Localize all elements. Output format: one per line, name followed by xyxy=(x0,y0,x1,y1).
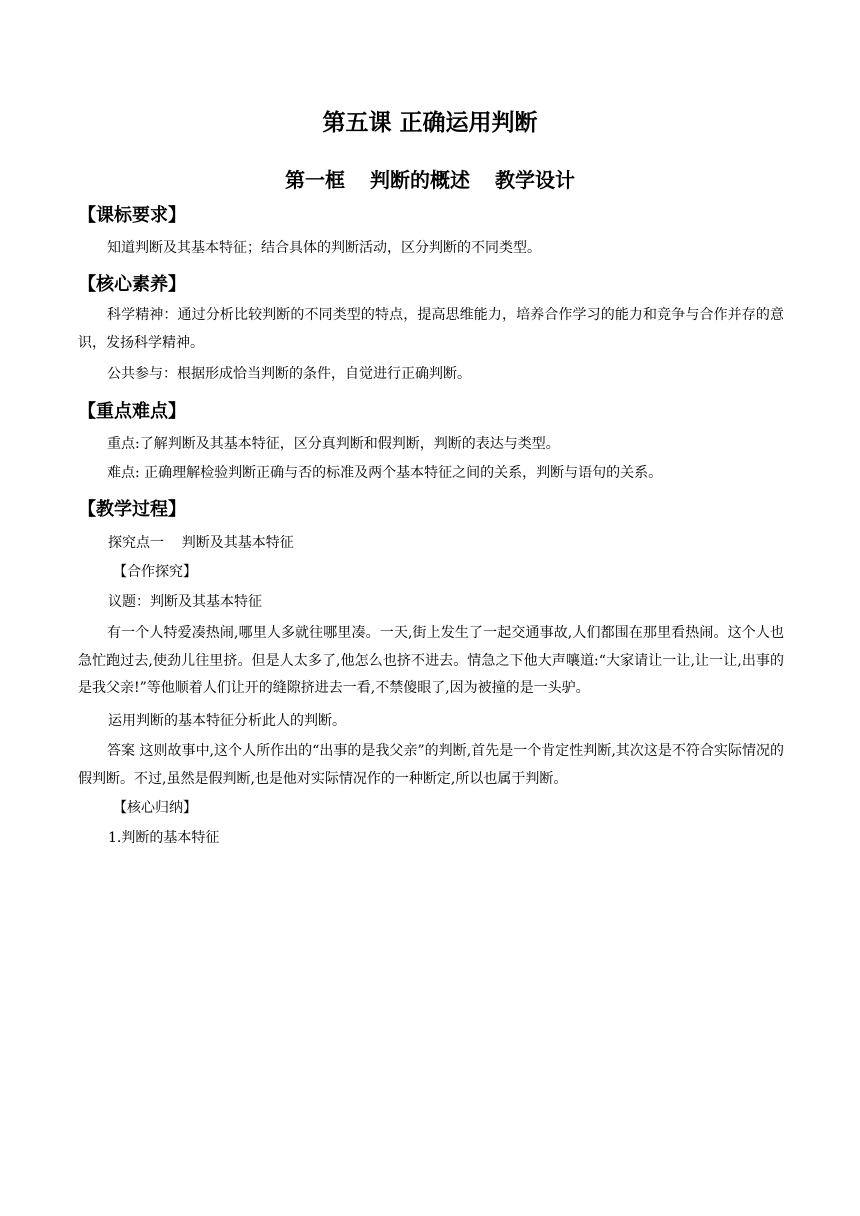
lesson-subtitle: 第一框 判断的概述 教学设计 xyxy=(285,168,575,192)
answer-paragraph: 答案 这则故事中,这个人所作出的“出事的是我父亲”的判断,首先是一个肯定性判断,其次这是不符合实际情况的假判断。不过,虽然是假判断,也是他对实际情况作的一种断定,所以也属于判断。 xyxy=(78,743,784,787)
lesson-title: 第五课 正确运用判断 xyxy=(322,110,538,136)
literacy-science-paragraph: 科学精神：通过分析比较判断的不同类型的特点，提高思维能力，培养合作学习的能力和竞争与合作并存的意识，发扬科学精神。 xyxy=(78,307,784,351)
cooperation-label: 【合作探究】 xyxy=(113,564,197,580)
list-item-1: 1.判断的基本特征 xyxy=(108,830,220,846)
curriculum-text: 知道判断及其基本特征；结合具体的判断活动，区分判断的不同类型。 xyxy=(107,240,541,256)
key-point-paragraph: 重点:了解判断及其基本特征，区分真判断和假判断，判断的表达与类型。 xyxy=(107,436,560,452)
summary-label: 【核心归纳】 xyxy=(113,800,197,816)
section-heading-key-points: 【重点难点】 xyxy=(78,401,186,422)
section-heading-literacy: 【核心素养】 xyxy=(78,274,186,295)
story-paragraph: 有一个人特爱凑热闹,哪里人多就往哪里凑。一天,街上发生了一起交通事故,人们都围在那里看热闹。这个人也急忙跑过去,使劲儿往里挤。但是人太多了,他怎么也挤不进去。情急之下他大声嚷道:“大家请让一让,让一让,出事的是我父亲!”等他顺着人们让开的缝隙挤进去一看,不禁傻眼了,因为被撞的是一头驴。 xyxy=(78,625,784,696)
topic-line: 议题：判断及其基本特征 xyxy=(108,594,262,610)
section-heading-process: 【教学过程】 xyxy=(78,499,186,520)
difficulty-paragraph: 难点: 正确理解检验判断正确与否的标准及两个基本特征之间的关系，判断与语句的关系。 xyxy=(107,465,663,481)
literacy-public-paragraph: 公共参与：根据形成恰当判断的条件，自觉进行正确判断。 xyxy=(107,366,471,382)
question-line: 运用判断的基本特征分析此人的判断。 xyxy=(108,713,346,729)
section-heading-curriculum: 【课标要求】 xyxy=(78,205,186,226)
explore-point-label: 探究点一 判断及其基本特征 xyxy=(108,535,294,551)
